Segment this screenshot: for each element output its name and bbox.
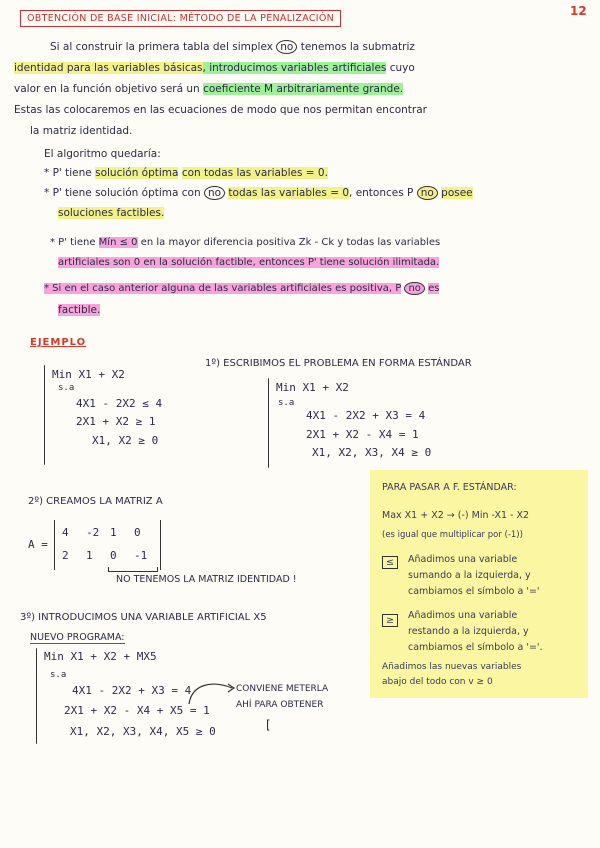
note-line-7: restando a la izquierda, y — [408, 626, 529, 637]
problem-sa: s.a — [58, 383, 75, 393]
step3-subheading: NUEVO PROGRAMA: — [30, 632, 125, 643]
highlight-text: factible. — [58, 304, 101, 316]
note-line-6: Añadimos una variable — [408, 610, 518, 621]
no-identity-note: NO TENEMOS LA MATRIZ IDENTIDAD ! — [116, 574, 297, 585]
matrix-cell: -1 — [134, 549, 148, 562]
no-circle: no — [417, 186, 438, 200]
step3-note-2: AHÍ PARA OBTENER — [236, 700, 324, 710]
algorithm-bullet-2-cont — [58, 207, 164, 219]
matrix-row-1 — [62, 526, 158, 539]
bullet-text: , entonces P — [349, 187, 414, 199]
bullet-text: en la mayor diferencia positiva Zk - Ck y todas las variables — [140, 237, 441, 248]
intro-line-1 — [50, 41, 415, 53]
note-line-1: Max X1 + X2 → (-) Min -X1 - X2 — [382, 510, 530, 521]
highlight-text: artificiales son 0 en la solución factible, entonces P' tiene solución ilimitada. — [58, 257, 440, 268]
matrix-cell: -2 — [86, 526, 100, 539]
step3-note-3: [ — [266, 718, 271, 732]
note-line-2: (es igual que multiplicar por (-1)) — [382, 530, 523, 540]
example-label: EJEMPLO — [30, 337, 87, 348]
highlight-text: coeficiente M arbitrariamente grande. — [203, 83, 404, 95]
step3-brace — [36, 648, 37, 744]
note-line-4: sumando a la izquierda, y — [408, 570, 531, 581]
intro-line-2 — [14, 62, 415, 74]
algorithm-bullet-3 — [50, 237, 440, 248]
matrix-cell: 0 — [134, 526, 141, 539]
geq-symbol: ≥ — [382, 614, 398, 627]
page-number: 12 — [570, 4, 587, 18]
step1-brace — [268, 378, 269, 468]
step3-sa: s.a — [50, 670, 67, 680]
matrix-cell: 4 — [62, 526, 69, 539]
note-line-10: abajo del todo con v ≥ 0 — [382, 677, 493, 687]
highlight-text: todas las variables = 0 — [228, 187, 350, 199]
step3-objective: Min X1 + X2 + MX5 — [44, 650, 157, 663]
step3-constraint-3: X1, X2, X3, X4, X5 ≥ 0 — [70, 725, 216, 738]
intro-text: valor en la función objetivo será un — [14, 83, 200, 95]
highlight-text: con todas las variables = 0. — [181, 167, 328, 179]
intro-text: cuyo — [389, 62, 415, 74]
step1-constraint-1: 4X1 - 2X2 + X3 = 4 — [306, 409, 426, 422]
matrix-label: A = — [28, 538, 48, 551]
step1-constraint-2: 2X1 + X2 - X4 = 1 — [306, 428, 419, 441]
step3-note-1: CONVIENE METERLA — [236, 684, 329, 694]
step1-constraint-3: X1, X2, X3, X4 ≥ 0 — [312, 446, 432, 459]
step3-constraint-1: 4X1 - 2X2 + X3 = 4 — [72, 684, 192, 697]
bullet-text: * P' tiene solución óptima con — [44, 187, 201, 199]
problem-brace — [44, 365, 45, 465]
highlight-text: solución óptima — [95, 167, 179, 179]
intro-text: Si al construir la primera tabla del simplex — [50, 41, 273, 53]
standard-form-note — [370, 470, 588, 698]
bullet-text: * P' tiene — [50, 237, 96, 248]
highlight-text: soluciones factibles. — [58, 207, 165, 219]
highlight-text: es — [428, 283, 440, 294]
highlight-text: Mín ≤ 0 — [98, 237, 138, 248]
step3-heading: 3º) INTRODUCIMOS UNA VARIABLE ARTIFICIAL X5 — [20, 612, 267, 623]
no-circle: no — [204, 186, 225, 200]
algorithm-bullet-3-cont — [58, 257, 439, 268]
note-line-5: cambiamos el símbolo a '=' — [408, 586, 540, 597]
matrix-left-bar — [54, 520, 55, 570]
algorithm-bullet-4-cont — [58, 304, 100, 316]
problem-constraint-2: 2X1 + X2 ≥ 1 — [76, 415, 156, 428]
intro-text: tenemos la submatriz — [300, 41, 415, 53]
note-title: PARA PASAR A F. ESTÁNDAR: — [382, 482, 517, 493]
leq-symbol: ≤ — [382, 556, 398, 569]
step1-sa: s.a — [278, 398, 295, 408]
bullet-text: * P' tiene — [44, 167, 92, 179]
page-title: OBTENCIÓN DE BASE INICIAL: MÉTODO DE LA PENALIZACIÓN — [20, 10, 341, 27]
highlight-text: * Si en el caso anterior alguna de las variables artificiales es positiva, P — [44, 283, 402, 294]
highlight-text: identidad para las variables básicas — [14, 62, 203, 74]
step1-objective: Min X1 + X2 — [276, 381, 349, 394]
matrix-right-bar — [160, 520, 161, 570]
note-line-8: cambiamos el símbolo a '='. — [408, 642, 543, 653]
note-line-3: Añadimos una variable — [408, 554, 518, 565]
matrix-row-2 — [62, 549, 158, 562]
intro-line-3 — [14, 83, 403, 95]
curved-arrow-icon — [184, 678, 244, 708]
matrix-cell: 2 — [62, 549, 69, 562]
no-circle: no — [276, 40, 297, 54]
matrix-cell: 0 — [110, 549, 117, 562]
highlight-text: , introducimos variables artificiales — [202, 62, 387, 74]
algorithm-bullet-4 — [44, 283, 439, 294]
intro-line-4: Estas las colocaremos en las ecuaciones de modo que nos permitan encontrar — [14, 104, 427, 116]
no-circle: no — [404, 282, 424, 295]
algorithm-bullet-2 — [44, 187, 473, 199]
problem-objective: Min X1 + X2 — [52, 368, 125, 381]
matrix-cell: 1 — [110, 526, 117, 539]
step2-heading: 2º) CREAMOS LA MATRIZ A — [28, 496, 163, 507]
matrix-cell: 1 — [86, 549, 93, 562]
highlight-text: posee — [441, 187, 473, 199]
algorithm-bullet-1 — [44, 167, 328, 179]
step1-heading: 1º) ESCRIBIMOS EL PROBLEMA EN FORMA ESTÁNDAR — [205, 358, 472, 369]
note-line-9: Añadimos las nuevas variables — [382, 662, 522, 672]
problem-constraint-3: X1, X2 ≥ 0 — [92, 434, 159, 447]
problem-constraint-1: 4X1 - 2X2 ≤ 4 — [76, 397, 163, 410]
intro-line-5: la matriz identidad. — [30, 125, 133, 137]
algorithm-heading: El algoritmo quedaría: — [44, 148, 161, 160]
step3-constraint-2: 2X1 + X2 - X4 + X5 = 1 — [64, 704, 210, 717]
matrix-underbrace — [108, 567, 158, 572]
